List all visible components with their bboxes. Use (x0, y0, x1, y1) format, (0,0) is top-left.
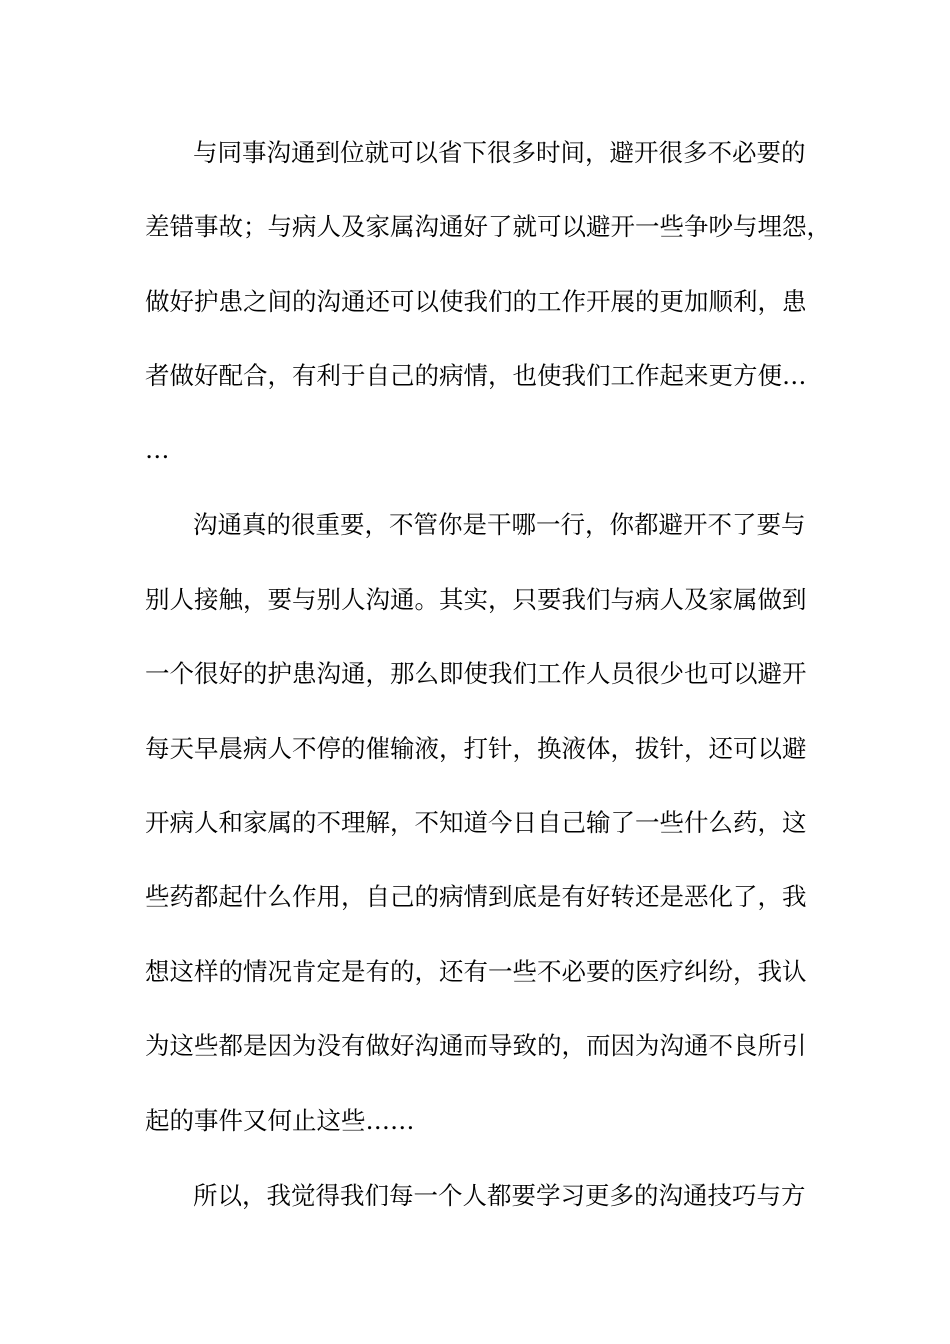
text-line: 差错事故；与病人及家属沟通好了就可以避开一些争吵与埋怨， (145, 212, 831, 241)
text-line: 起的事件又何止这些…… (145, 1106, 415, 1135)
text-line: 些药都起什么作用，自己的病情到底是有好转还是恶化了，我 (145, 882, 807, 911)
text-line: 为这些都是因为没有做好沟通而导致的，而因为沟通不良所引 (145, 1031, 807, 1060)
text-line: 想这样的情况肯定是有的，还有一些不必要的医疗纠纷，我认 (145, 957, 807, 986)
text-line: 所以，我觉得我们每一个人都要学习更多的沟通技巧与方 (193, 1181, 806, 1210)
text-line: 开病人和家属的不理解，不知道今日自己输了一些什么药，这 (145, 808, 807, 837)
text-line: 别人接触，要与别人沟通。其实，只要我们与病人及家属做到 (145, 585, 807, 614)
text-line: 每天早晨病人不停的催输液，打针，换液体，拔针，还可以避 (145, 734, 807, 763)
text-line: 沟通真的很重要，不管你是干哪一行，你都避开不了要与 (193, 510, 806, 539)
text-line: 与同事沟通到位就可以省下很多时间，避开很多不必要的 (193, 138, 806, 167)
text-line: 一个很好的护患沟通，那么即使我们工作人员很少也可以避开 (145, 659, 807, 688)
text-line: … (145, 435, 170, 464)
text-line: 做好护患之间的沟通还可以使我们的工作开展的更加顺利，患 (145, 287, 807, 316)
text-line: 者做好配合，有利于自己的病情，也使我们工作起来更方便… (145, 361, 807, 390)
